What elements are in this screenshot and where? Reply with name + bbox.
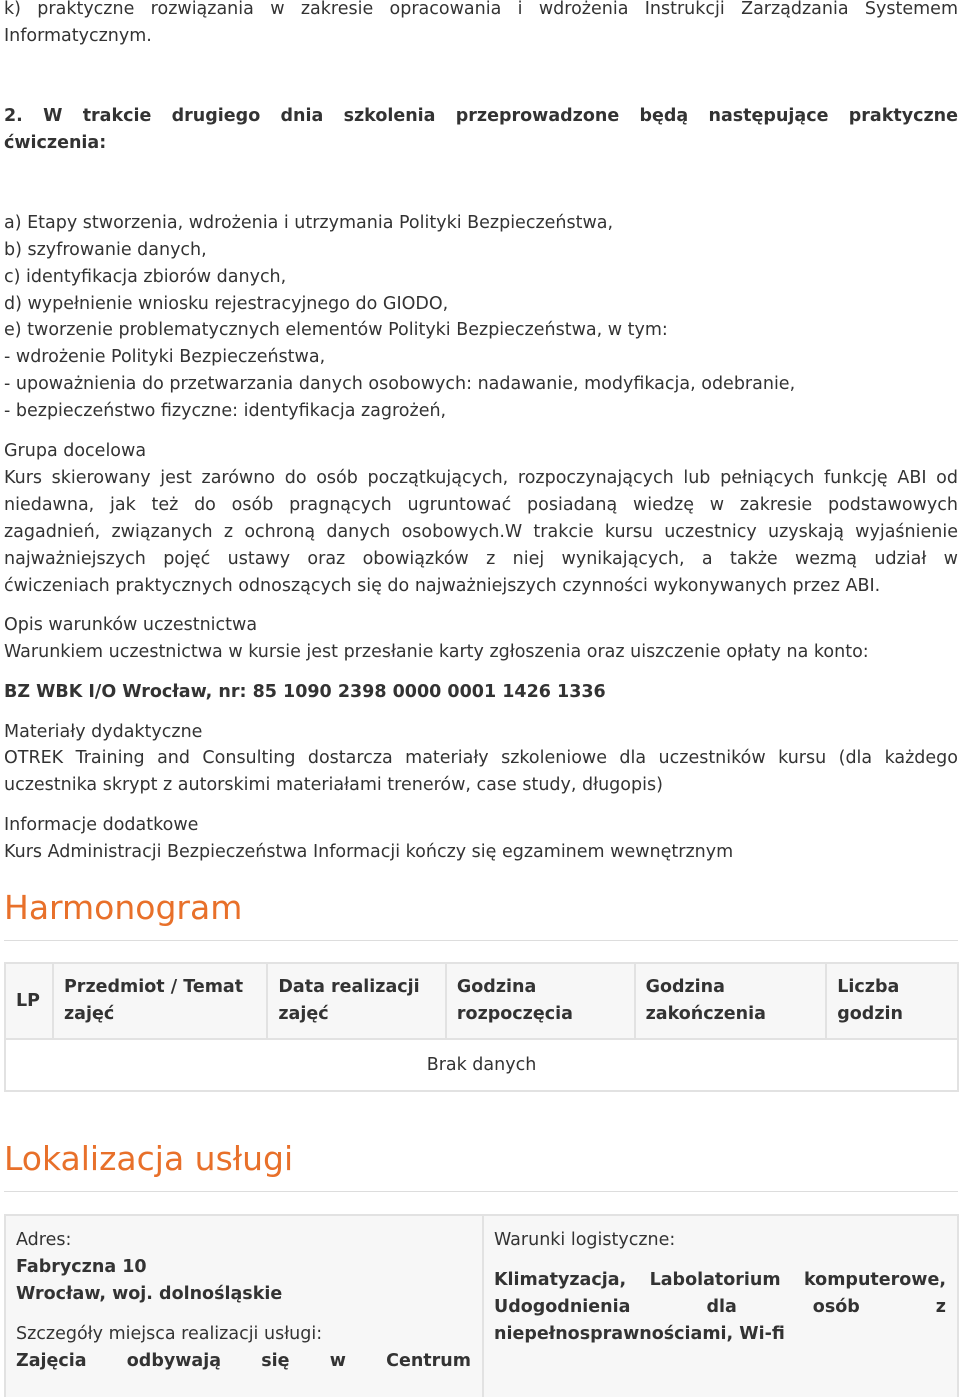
day2-item: - upoważnienia do przetwarzania danych osobowych: nadawanie, modyfikacja, odebranie, (4, 374, 796, 394)
location-divider (4, 1191, 958, 1192)
materials-text (4, 745, 958, 799)
schedule-empty-cell: Brak danych (5, 1039, 958, 1091)
target-group-line: Kurs skierowany jest zarówno do osób początkujących, rozpoczynających lub pełniących funkcję ABI od (4, 468, 958, 488)
schedule-header-cell: Liczba godzin (826, 963, 958, 1039)
table-row (5, 1039, 958, 1091)
conditions-title: Opis warunków uczestnictwa (4, 615, 258, 635)
intro-item-k (4, 0, 958, 50)
day2-item: - wdrożenie Polityki Bezpieczeństwa, (4, 347, 326, 367)
target-group-line: niedawna, jak też do osób pragnących ugruntować posiadaną wiedzę w zakresie podstawowych (4, 495, 958, 515)
conditions-text: Warunkiem uczestnictwa w kursie jest przesłanie karty zgłoszenia oraz uiszczenie opłaty na konto: (4, 642, 869, 662)
schedule-divider (4, 940, 958, 941)
day2-item: e) tworzenie problematycznych elementów Polityki Bezpieczeństwa, w tym: (4, 320, 668, 340)
day2-item: - bezpieczeństwo fizyczne: identyfikacja zagrożeń, (4, 401, 447, 421)
address-line1: Fabryczna 10 (16, 1257, 147, 1277)
schedule-heading: Harmonogram (4, 888, 243, 927)
materials-line2: uczestnika skrypt z autorskimi materiałami trenerów, case study, długopis) (4, 775, 663, 795)
day2-heading-line1: 2. W trakcie drugiego dnia szkolenia przeprowadzone będą następujące praktyczne (4, 106, 958, 126)
day2-heading-line2: ćwiczenia: (4, 133, 107, 153)
target-group-line: ćwiczeniach praktycznych odnoszących się do najważniejszych czynności wykonywanych przez ABI. (4, 576, 881, 596)
schedule-header-row (5, 963, 958, 1039)
day2-item: b) szyfrowanie danych, (4, 240, 207, 260)
location-heading: Lokalizacja usługi (4, 1139, 294, 1178)
logistics-line1: Klimatyzacja, Labolatorium komputerowe, (494, 1270, 946, 1290)
venue-details-label: Szczegóły miejsca realizacji usługi: (16, 1324, 323, 1344)
bank-account: BZ WBK I/O Wrocław, nr: 85 1090 2398 0000 0001 1426 1336 (4, 682, 606, 702)
target-group-title: Grupa docelowa (4, 441, 147, 461)
address-line2: Wrocław, woj. dolnośląskie (16, 1284, 283, 1304)
schedule-header-cell: Przedmiot / Temat zajęć (53, 963, 267, 1039)
location-address-column (6, 1216, 484, 1397)
location-logistics-column (484, 1216, 957, 1397)
schedule-header-cell: LP (5, 963, 53, 1039)
day2-item: d) wypełnienie wniosku rejestracyjnego do GIODO, (4, 294, 449, 314)
schedule-table (4, 962, 959, 1092)
venue-details-text: Zajęcia odbywają się w Centrum (16, 1351, 471, 1371)
day2-item: a) Etapy stworzenia, wdrożenia i utrzymania Polityki Bezpieczeństwa, (4, 213, 614, 233)
schedule-header-cell: Data realizacji zajęć (267, 963, 446, 1039)
day2-heading (4, 103, 958, 157)
target-group-line: najważniejszych pojęć ustawy oraz obowiązków z niej wynikających, a także wezmą udział w (4, 549, 958, 569)
materials-title: Materiały dydaktyczne (4, 722, 203, 742)
schedule-header-cell: Godzina rozpoczęcia (446, 963, 635, 1039)
intro-item-k-line2: Informatycznym. (4, 26, 152, 46)
target-group-line: zagadnień, związanych z ochroną danych osobowych.W trakcie kursu uczestnicy uzyskają wyjaśnienie (4, 522, 958, 542)
target-group-text (4, 465, 958, 600)
schedule-header-cell: Godzina zakończenia (635, 963, 827, 1039)
additional-text: Kurs Administracji Bezpieczeństwa Informacji kończy się egzaminem wewnętrznym (4, 842, 734, 862)
materials-line1: OTREK Training and Consulting dostarcza materiały szkoleniowe dla uczestników kursu (dla każdego (4, 748, 958, 768)
logistics-line3: niepełnosprawnościami, Wi-fi (494, 1324, 785, 1344)
day2-item: c) identyfikacja zbiorów danych, (4, 267, 287, 287)
logistics-label: Warunki logistyczne: (494, 1230, 676, 1250)
additional-title: Informacje dodatkowe (4, 815, 199, 835)
address-label: Adres: (16, 1230, 72, 1250)
location-box (4, 1214, 959, 1397)
logistics-line2: Udogodnienia dla osób z (494, 1297, 946, 1317)
intro-item-k-line1: k) praktyczne rozwiązania w zakresie opracowania i wdrożenia Instrukcji Zarządzania Systemem (4, 0, 958, 19)
